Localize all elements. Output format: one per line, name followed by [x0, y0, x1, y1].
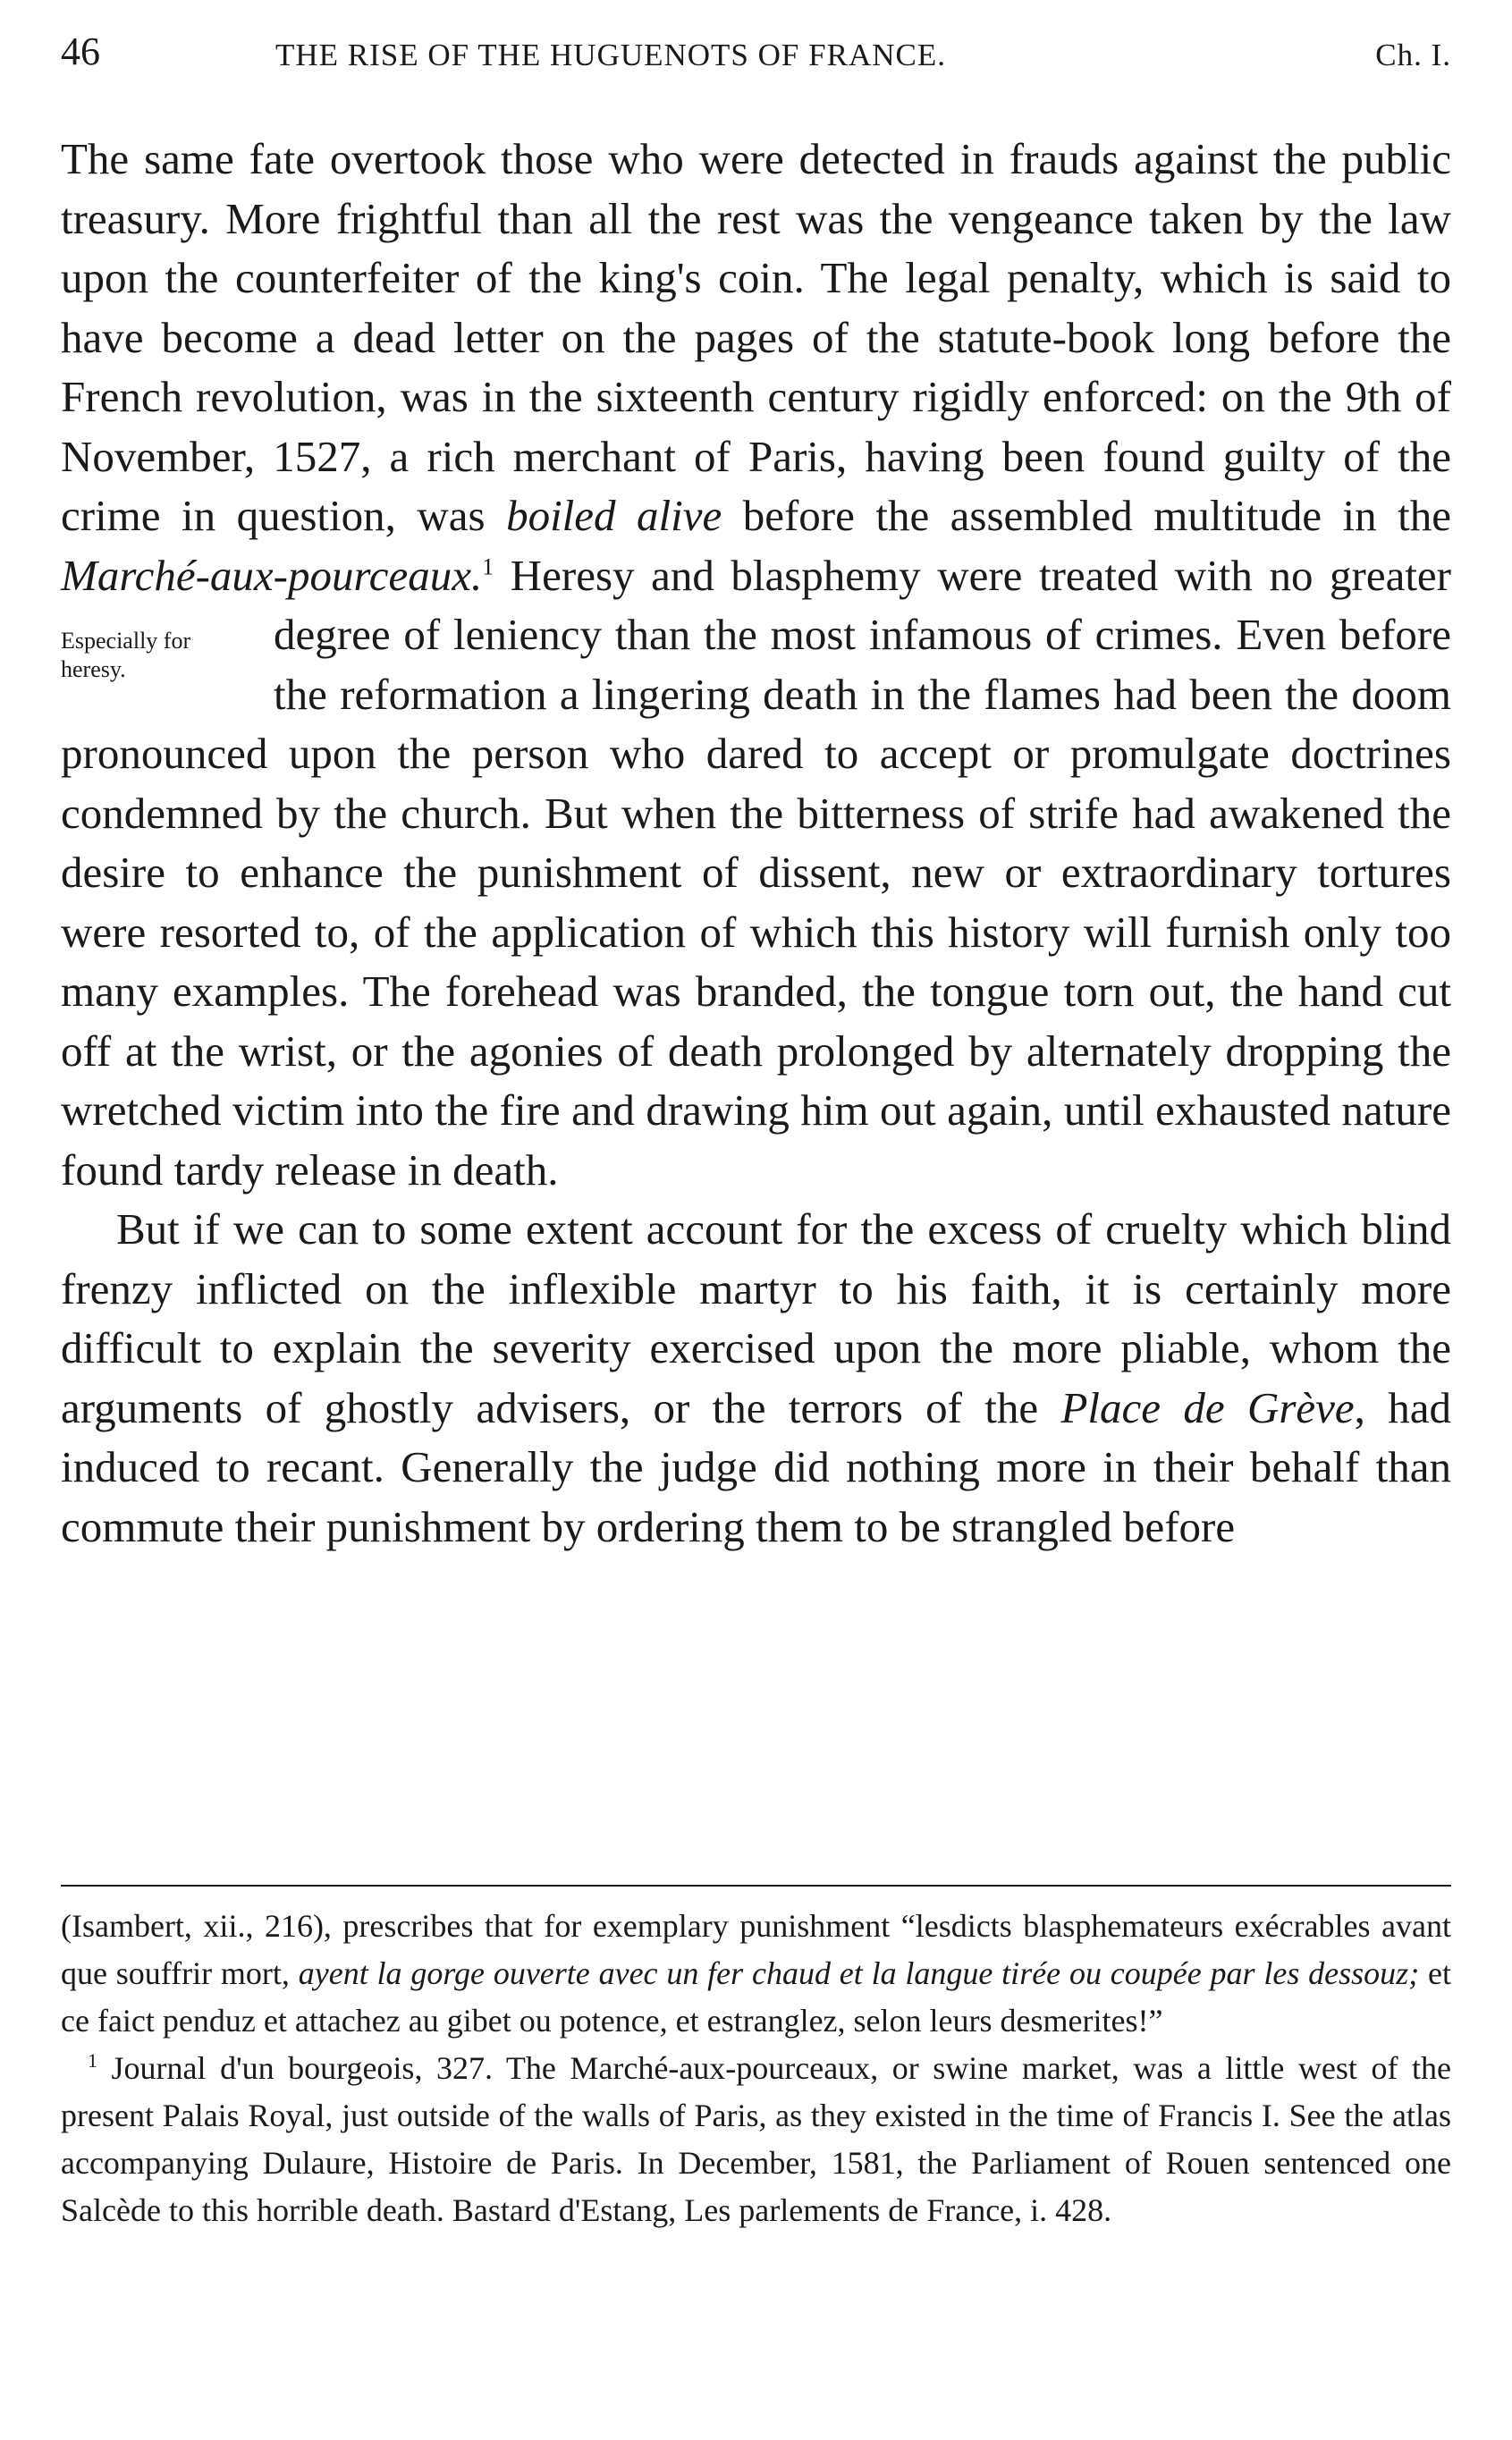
paragraph: The same fate overtook those who were detected in frauds against the public treasury. More frightful than all the rest was the vengeance taken by the law upon the counterfeiter of the king's coin. The legal penalty, which is said to have become a dead letter on the pages of the statute-book long before the French revolution, was in the sixteenth century rigidly enforced: on the 9th of November, 1527, a rich merchant of Paris, having been found guilty of the crime in question, was boiled alive before the assembled multitude in the Marché-aux-pourceaux.$^1$ Heresy and blasphemy were treated with no Especially for heresy. greater degree of leniency than the most infamous of crimes. Even before the reformation a lingering death in the flames had been the doom pronounced upon the person who dared to accept or promulgate doctrines condemned by the church. But when the bitterness of strife had awakened the desire to enhance the punishment of dissent, new or extraordinary tortures were resorted to, of the application of which this history will furnish only too many examples. The forehead was branded, the tongue torn out, the hand cut off at the wrist, or the agonies of death prolonged by alternately dropping the wretched victim into the fire and drawing him out again, until exhausted nature found tardy release in death.: [61, 134, 1452, 1195]
italic-place-name: Marché-aux-pourceaux.: [61, 550, 483, 600]
italic-place-name: Place de Grève: [1060, 1382, 1355, 1432]
paragraph: But if we can to some extent account for the excess of cruelty which blind frenzy inflicted on the inflexible martyr to his faith, it is certainly more difficult to explain the severity exercised upon the more pliable, whom the arguments of ghostly advisers, or the terrors of the Place de Grève, had induced to recant. Generally the judge did nothing more in their behalf than commute their punishment by ordering them to be strangled before: [61, 1204, 1451, 1551]
page-number: 46: [61, 30, 100, 73]
footnotes: [61, 1903, 1451, 2234]
italic-phrase: boiled alive: [506, 491, 722, 540]
footnote-ref[interactable]: 1: [482, 553, 494, 580]
footnote-marker: 1: [88, 2049, 97, 2072]
chapter-mark: Ch. I.: [1375, 38, 1451, 72]
footnote-continuation: (Isambert, xii., 216), prescribes that for exemplary punishment “lesdicts blasphemateurs exécrables avant que souffrir mort, ayent la gorge ouverte avec un fer chaud et la langue tirée ou coupée par les dessouz; et ce faict penduz et attachez au gibet ou potence, et estranglez, selon leurs desmerites!”: [61, 1908, 1451, 2039]
footnote-divider: [61, 1885, 1451, 1887]
body-text: [61, 130, 1451, 1557]
italic-quote: ayent la gorge ouverte avec un fer chaud et la langue tirée ou coupée par les dessouz;: [298, 1955, 1420, 1991]
footnote: $^1$ Journal d'un bourgeois, 327. The Marché-aux-pourceaux, or swine market, was a little west of the present Palais Royal, just outside of the walls of Paris, as they existed in the time of Francis I. See the atlas accompanying Dulaure, Histoire de Paris. In December, 1581, the Parliament of Rouen sentenced one Salcède to this horrible death. Bastard d'Estang, Les parlements de France, i. 428.: [61, 2049, 1451, 2228]
running-title: THE RISE OF THE HUGUENOTS OF FRANCE.: [275, 38, 946, 72]
margin-note: Especially for heresy.: [61, 628, 191, 682]
running-head: [61, 25, 1451, 79]
